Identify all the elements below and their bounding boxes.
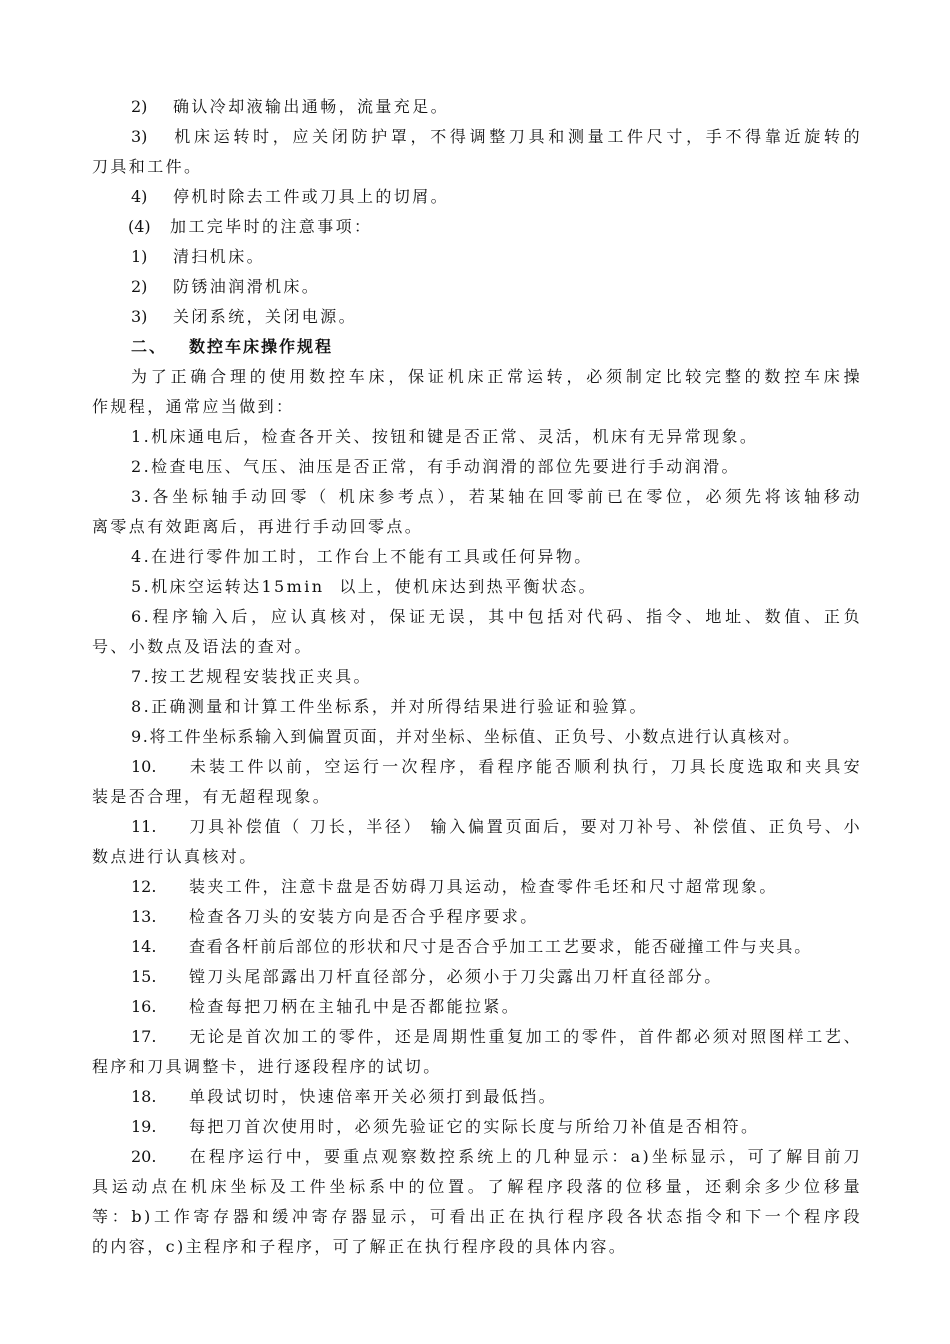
item-number: 19. bbox=[131, 1117, 157, 1136]
section-title: 数控车床操作规程 bbox=[189, 337, 334, 356]
item-text: 未装工件以前，空运行一次程序，看程序能否顺利执行，刀具长度选取和夹具安 bbox=[189, 757, 862, 776]
item-number: 2) bbox=[131, 277, 148, 296]
item-text: 装夹工件，注意卡盘是否妨碍刀具运动，检查零件毛坯和尺寸超常现象。 bbox=[189, 877, 778, 896]
rule-item: 5.机床空运转达15min 以上，使机床达到热平衡状态。 bbox=[131, 577, 597, 596]
rule-item bbox=[131, 965, 862, 989]
section-number: 二、 bbox=[131, 337, 168, 356]
rule-item bbox=[131, 815, 862, 839]
item-number: 18. bbox=[131, 1087, 157, 1106]
list-item bbox=[131, 95, 862, 119]
rule-item bbox=[131, 995, 862, 1019]
item-number: 1) bbox=[131, 247, 148, 266]
rule-item-continued: 程序和刀具调整卡，进行逐段程序的试切。 bbox=[92, 1057, 442, 1076]
item-text: 检查各刀头的安装方向是否合乎程序要求。 bbox=[189, 907, 539, 926]
list-item bbox=[131, 185, 862, 209]
item-number: 3) bbox=[131, 127, 148, 146]
item-text: 加工完毕时的注意事项： bbox=[170, 217, 373, 236]
rule-item: 9.将工件坐标系输入到偏置页面，并对坐标、坐标值、正负号、小数点进行认真核对。 bbox=[131, 727, 801, 746]
item-text: 在程序运行中，要重点观察数控系统上的几种显示：a)坐标显示，可了解目前刀 bbox=[189, 1147, 862, 1166]
text-line: 刀具和工件。 bbox=[92, 157, 203, 176]
rule-item: 1.机床通电后，检查各开关、按钮和键是否正常、灵活，机床有无异常现象。 bbox=[131, 427, 759, 446]
item-text: 每把刀首次使用时，必须先验证它的实际长度与所给刀补值是否相符。 bbox=[189, 1117, 760, 1136]
item-number: 13. bbox=[131, 907, 157, 926]
item-text: 停机时除去工件或刀具上的切屑。 bbox=[173, 187, 450, 206]
item-text: 清扫机床。 bbox=[173, 247, 266, 266]
rule-item-continued: 等：b)工作寄存器和缓冲寄存器显示，可看出正在执行程序段各状态指令和下一个程序段 bbox=[92, 1207, 862, 1226]
item-text: 刀具补偿值（ 刀长，半径） 输入偏置页面后，要对刀补号、补偿值、正负号、小 bbox=[189, 817, 862, 836]
item-number: 10. bbox=[131, 757, 157, 776]
rule-item bbox=[131, 1115, 862, 1139]
rule-item-continued: 装是否合理，有无超程现象。 bbox=[92, 787, 332, 806]
rule-item: 6.程序输入后，应认真核对，保证无误，其中包括对代码、指令、地址、数值、正负 bbox=[131, 607, 862, 626]
item-text: 单段试切时，快速倍率开关必须打到最低挡。 bbox=[189, 1087, 558, 1106]
rule-item bbox=[131, 875, 862, 899]
rule-item: 3.各坐标轴手动回零（ 机床参考点），若某轴在回零前已在零位，必须先将该轴移动 bbox=[131, 487, 862, 506]
item-number: (4) bbox=[128, 217, 151, 236]
rule-item-continued: 离零点有效距离后，再进行手动回零点。 bbox=[92, 517, 424, 536]
rule-item bbox=[131, 905, 862, 929]
rule-item: 8.正确测量和计算工件坐标系，并对所得结果进行验证和验算。 bbox=[131, 697, 648, 716]
list-item bbox=[131, 305, 862, 329]
item-text: 镗刀头尾部露出刀杆直径部分，必须小于刀尖露出刀杆直径部分。 bbox=[189, 967, 723, 986]
item-text: 查看各杆前后部位的形状和尺寸是否合乎加工工艺要求，能否碰撞工件与夹具。 bbox=[189, 937, 813, 956]
list-item bbox=[131, 275, 862, 299]
paragraph-line: 作规程，通常应当做到： bbox=[92, 397, 295, 416]
rule-item bbox=[131, 935, 862, 959]
item-number: 14. bbox=[131, 937, 157, 956]
rule-item: 2.检查电压、气压、油压是否正常，有手动润滑的部位先要进行手动润滑。 bbox=[131, 457, 740, 476]
list-item bbox=[131, 125, 862, 149]
rule-item bbox=[131, 1085, 862, 1109]
list-item bbox=[128, 215, 859, 239]
item-text: 确认冷却液输出通畅，流量充足。 bbox=[173, 97, 450, 116]
item-text: 关闭系统，关闭电源。 bbox=[173, 307, 358, 326]
item-text: 机床运转时，应关闭防护罩，不得调整刀具和测量工件尺寸，手不得靠近旋转的 bbox=[173, 127, 862, 146]
item-text: 无论是首次加工的零件，还是周期性重复加工的零件，首件都必须对照图样工艺、 bbox=[189, 1027, 862, 1046]
item-number: 12. bbox=[131, 877, 157, 896]
item-number: 2) bbox=[131, 97, 148, 116]
rule-item-continued: 号、小数点及语法的查对。 bbox=[92, 637, 313, 656]
item-number: 3) bbox=[131, 307, 148, 326]
item-text: 防锈油润滑机床。 bbox=[173, 277, 321, 296]
item-number: 17. bbox=[131, 1027, 157, 1046]
item-number: 15. bbox=[131, 967, 157, 986]
rule-item bbox=[131, 1025, 862, 1049]
rule-item: 7.按工艺规程安装找正夹具。 bbox=[131, 667, 372, 686]
list-item bbox=[131, 245, 862, 269]
rule-item: 4.在进行零件加工时，工作台上不能有工具或任何异物。 bbox=[131, 547, 593, 566]
item-text: 检查每把刀柄在主轴孔中是否都能拉紧。 bbox=[189, 997, 521, 1016]
rule-item bbox=[131, 1145, 862, 1169]
paragraph-line: 为了正确合理的使用数控车床，保证机床正常运转，必须制定比较完整的数控车床操 bbox=[131, 367, 862, 386]
rule-item-continued: 数点进行认真核对。 bbox=[92, 847, 258, 866]
section-heading bbox=[131, 335, 862, 359]
item-number: 16. bbox=[131, 997, 157, 1016]
rule-item-continued: 的内容，c)主程序和子程序，可了解正在执行程序段的具体内容。 bbox=[92, 1237, 628, 1256]
rule-item bbox=[131, 755, 862, 779]
item-number: 11. bbox=[131, 817, 157, 836]
item-number: 20. bbox=[131, 1147, 157, 1166]
rule-item-continued: 具运动点在机床坐标及工件坐标系中的位置。了解程序段落的位移量，还剩余多少位移量 bbox=[92, 1177, 862, 1196]
item-number: 4) bbox=[131, 187, 148, 206]
